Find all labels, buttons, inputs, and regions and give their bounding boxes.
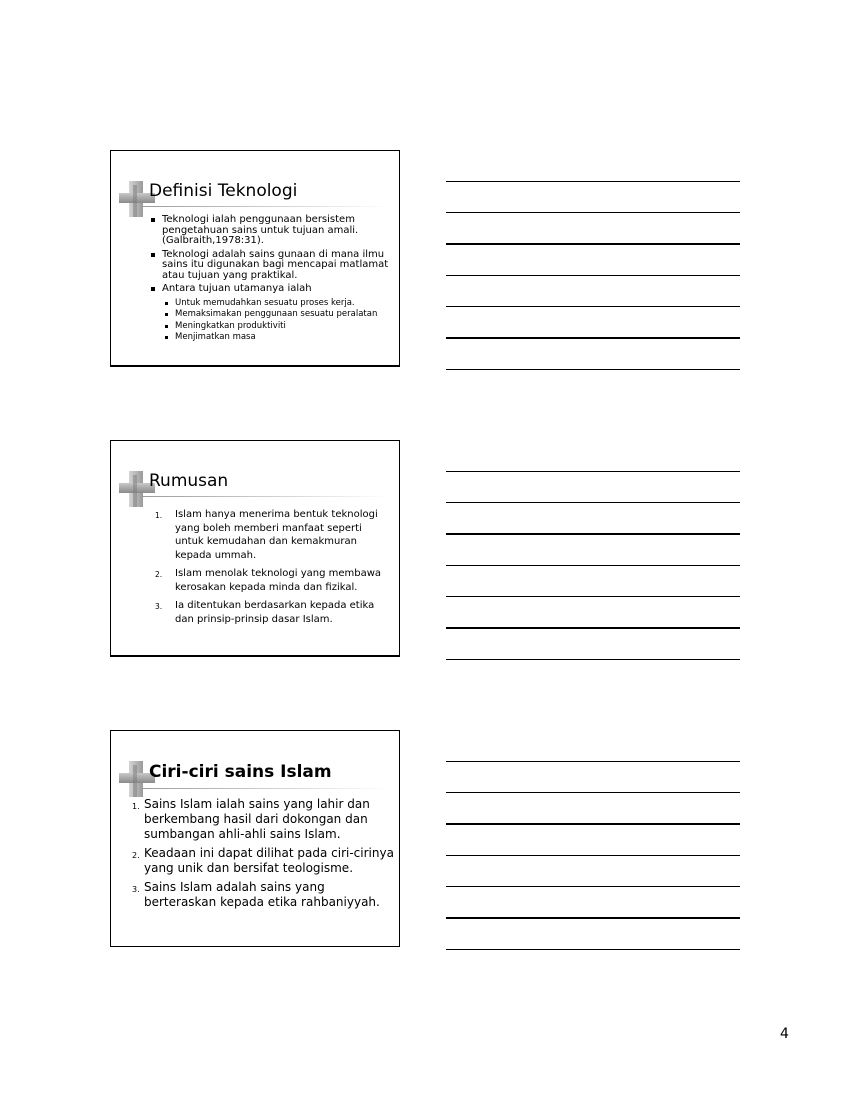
note-line bbox=[446, 855, 740, 856]
item-text: Islam hanya menerima bentuk teknologi yang boleh memberi manfaat seperti untuk kemudahan dan kemakmuran kepada ummah. bbox=[175, 509, 378, 561]
sub-bullet-list bbox=[162, 298, 391, 343]
title-underline bbox=[141, 788, 389, 789]
note-line bbox=[446, 533, 740, 535]
list-item bbox=[151, 508, 391, 562]
sub-list-item: Meningkatkan produktiviti bbox=[162, 321, 391, 331]
page-number: 4 bbox=[780, 1026, 789, 1042]
list-item: Teknologi ialah penggunaan bersistem pengetahuan sains untuk tujuan amali.(Galbraith,1978:31). bbox=[149, 215, 391, 247]
list-item bbox=[151, 567, 391, 594]
item-text: Sains Islam adalah sains yang berteraskan kepada etika rahbaniyyah. bbox=[144, 880, 380, 909]
list-item-text: Antara tujuan utamanya ialah bbox=[162, 283, 312, 294]
note-line bbox=[446, 949, 740, 950]
item-number: 2. bbox=[155, 570, 163, 579]
item-number: 3. bbox=[155, 602, 163, 611]
note-line bbox=[446, 596, 740, 597]
sub-list-item: Menjimatkan masa bbox=[162, 332, 391, 342]
list-item: Teknologi adalah sains gunaan di mana ilmu sains itu digunakan bagi mencapai matlamat atau tujuan yang praktikal. bbox=[149, 250, 391, 282]
item-text: Keadaan ini dapat dilihat pada ciri-cirinya yang unik dan bersifat teologisme. bbox=[144, 846, 394, 875]
note-line bbox=[446, 502, 740, 503]
slide-title: Definisi Teknologi bbox=[149, 181, 298, 201]
item-text: Ia ditentukan berdasarkan kepada etika dan prinsip-prinsip dasar Islam. bbox=[175, 600, 375, 625]
note-line bbox=[446, 243, 740, 245]
note-line bbox=[446, 917, 740, 919]
item-text: Islam menolak teknologi yang membawa kerosakan kepada minda dan fizikal. bbox=[175, 568, 382, 593]
item-number: 2. bbox=[132, 851, 140, 860]
slide-ciri-ciri-sains-islam bbox=[110, 730, 400, 947]
slide-definisi-teknologi bbox=[110, 150, 400, 367]
note-line bbox=[446, 792, 740, 793]
note-line bbox=[446, 181, 740, 182]
note-line bbox=[446, 337, 740, 339]
note-line bbox=[446, 761, 740, 762]
list-item bbox=[151, 599, 391, 626]
item-number: 3. bbox=[132, 885, 140, 894]
numbered-list bbox=[131, 797, 396, 914]
bullet-list bbox=[149, 215, 391, 345]
list-item bbox=[131, 846, 396, 876]
item-number: 1. bbox=[132, 802, 140, 811]
note-line bbox=[446, 565, 740, 566]
note-line bbox=[446, 306, 740, 307]
note-line bbox=[446, 659, 740, 660]
item-number: 1. bbox=[155, 511, 163, 520]
slide-rumusan bbox=[110, 440, 400, 657]
list-item bbox=[131, 880, 396, 910]
numbered-list bbox=[151, 508, 391, 631]
item-text: Sains Islam ialah sains yang lahir dan berkembang hasil dari dokongan dan sumbangan ahli-ahli sains Islam. bbox=[144, 797, 370, 841]
note-line bbox=[446, 823, 740, 825]
note-line bbox=[446, 886, 740, 887]
sub-list-item: Memaksimakan penggunaan sesuatu peralatan bbox=[162, 309, 391, 319]
slide-title: Ciri-ciri sains Islam bbox=[149, 762, 332, 782]
sub-list-item: Untuk memudahkan sesuatu proses kerja. bbox=[162, 298, 391, 308]
note-line bbox=[446, 275, 740, 276]
list-item bbox=[131, 797, 396, 842]
slide-title: Rumusan bbox=[149, 471, 229, 491]
note-line bbox=[446, 369, 740, 370]
title-underline bbox=[141, 496, 389, 497]
note-line bbox=[446, 627, 740, 629]
note-line bbox=[446, 212, 740, 213]
title-underline bbox=[141, 206, 389, 207]
note-line bbox=[446, 471, 740, 472]
list-item bbox=[149, 284, 391, 342]
